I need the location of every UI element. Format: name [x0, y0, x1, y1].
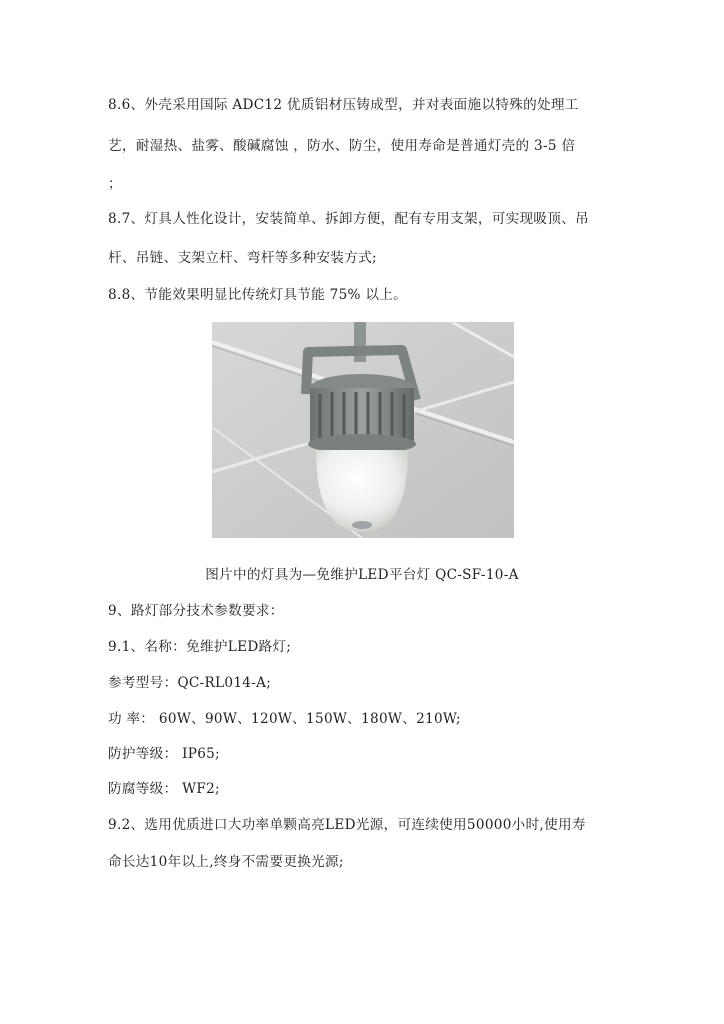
spec-name: 9.1、名称：免维护LED路灯;: [108, 639, 292, 655]
paragraph-8-7-line-1: 8.7、灯具人性化设计，安装简单、拆卸方便，配有专用支架，可实现吸顶、吊: [108, 211, 590, 227]
spec-9-2-line-2: 命长达10年以上,终身不需要更换光源;: [108, 854, 344, 870]
spec-9-2-line-1: 9.2、选用优质进口大功率单颗高亮LED光源，可连续使用50000小时,使用寿: [108, 817, 586, 833]
paragraph-8-8: 8.8、节能效果明显比传统灯具节能 75% 以上。: [108, 287, 408, 303]
paragraph-8-6-line-1: 8.6、外壳采用国际 ADC12 优质铝材压铸成型，并对表面施以特殊的处理工: [108, 97, 579, 113]
paragraph-8-6-line-2: 艺，耐湿热、盐雾、酸碱腐蚀 ，防水、防尘，使用寿命是普通灯壳的 3-5 倍: [108, 138, 576, 154]
paragraph-8-6-line-3: ；: [108, 176, 122, 192]
lamp-photo: [212, 322, 514, 538]
spec-model: 参考型号：QC-RL014-A;: [108, 675, 272, 691]
spec-corrosion: 防腐等级： WF2;: [108, 781, 220, 797]
spec-power: 功 率： 60W、90W、120W、150W、180W、210W;: [108, 711, 461, 727]
section-title: 9、路灯部分技术参数要求：: [108, 603, 284, 619]
paragraph-8-7-line-2: 杆、吊链、支架立杆、弯杆等多种安装方式;: [108, 250, 377, 266]
spec-protection: 防护等级： IP65;: [108, 746, 220, 762]
figure-caption: 图片中的灯具为—免维护LED平台灯 QC-SF-10-A: [205, 567, 519, 583]
